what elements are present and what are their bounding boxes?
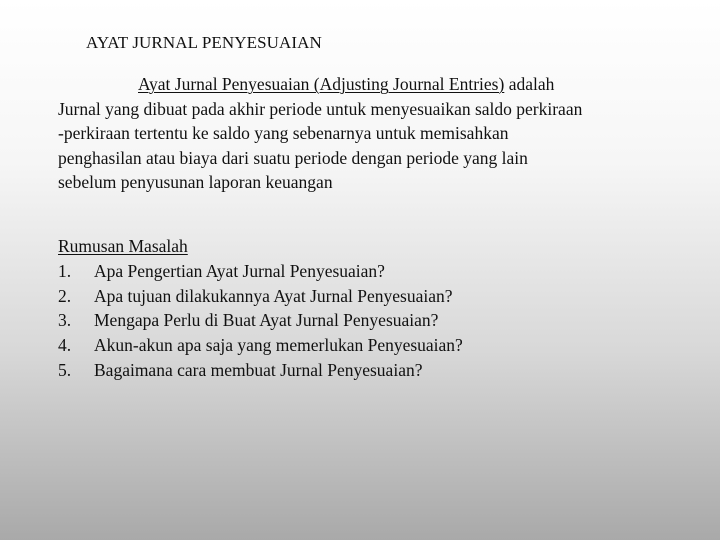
list-item-text: Apa Pengertian Ayat Jurnal Penyesuaian? <box>94 260 385 281</box>
list-item-text: Mengapa Perlu di Buat Ayat Jurnal Penyesuaian? <box>94 310 439 331</box>
definition-term: Ayat Jurnal Penyesuaian (Adjusting Journal Entries) <box>138 74 505 94</box>
list-item-number: 3. <box>58 310 72 331</box>
list-item-number: 5. <box>58 359 72 380</box>
list-item <box>58 284 463 309</box>
list-item-text: Apa tujuan dilakukannya Ayat Jurnal Penyesuaian? <box>94 285 453 306</box>
list-item <box>58 358 463 383</box>
list-item <box>58 259 463 284</box>
list-item-number: 4. <box>58 335 72 356</box>
slide-title: AYAT JURNAL PENYESUAIAN <box>86 33 322 52</box>
list-item <box>58 308 463 333</box>
definition-line-1-rest: adalah <box>504 74 555 94</box>
list-item-number: 2. <box>58 285 72 306</box>
question-list <box>58 259 463 383</box>
section-heading: Rumusan Masalah <box>58 236 188 256</box>
problem-section <box>58 234 463 383</box>
list-item-text: Akun-akun apa saja yang memerlukan Penyesuaian? <box>94 335 463 356</box>
definition-line-2: Jurnal yang dibuat pada akhir periode untuk menyesuaikan saldo perkiraan <box>58 98 583 119</box>
definition-paragraph <box>58 72 698 195</box>
definition-line-3: -perkiraan tertentu ke saldo yang sebenarnya untuk memisahkan <box>58 123 509 143</box>
definition-line-5: sebelum penyusunan laporan keuangan <box>58 172 333 192</box>
list-item-number: 1. <box>58 260 72 281</box>
list-item-text: Bagaimana cara membuat Jurnal Penyesuaian? <box>94 359 423 380</box>
definition-line-4: penghasilan atau biaya dari suatu periode dengan periode yang lain <box>58 147 528 168</box>
definition-line-1 <box>58 72 698 97</box>
list-item <box>58 333 463 358</box>
